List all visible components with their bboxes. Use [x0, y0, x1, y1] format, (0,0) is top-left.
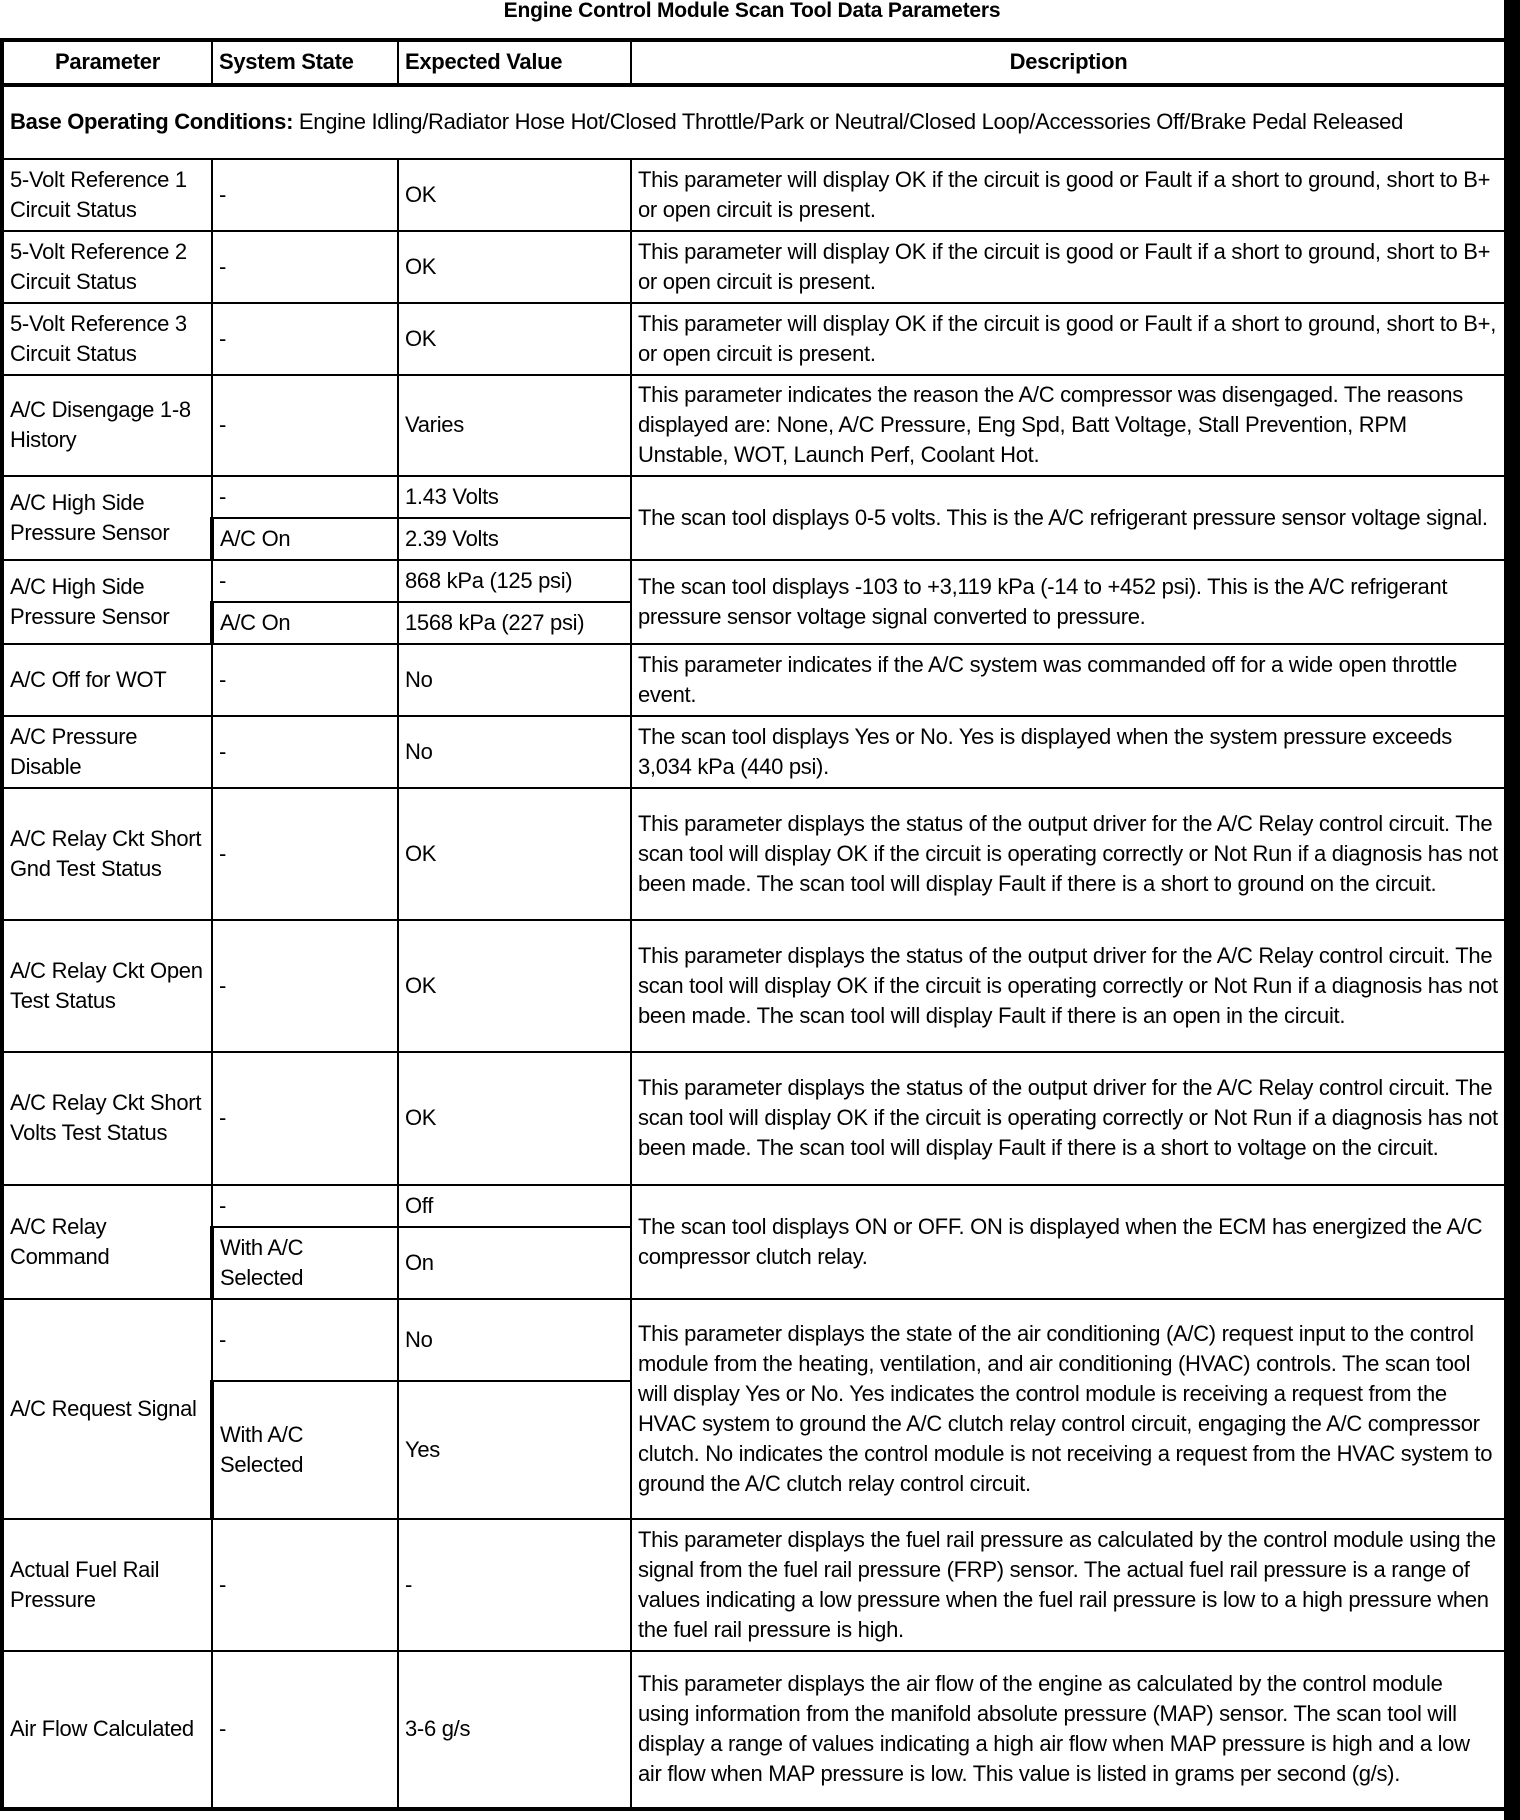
table-row	[2, 1052, 1506, 1185]
description-cell: This parameter will display OK if the circuit is good or Fault if a short to ground, short to B+, or open circuit is present.	[631, 303, 1506, 375]
table-row	[2, 560, 1506, 602]
column-header-expected-value: Expected Value	[398, 40, 631, 85]
expected-value-cell: 1.43 Volts	[398, 476, 631, 518]
description-cell: This parameter displays the fuel rail pressure as calculated by the control module using the signal from the fuel rail pressure (FRP) sensor. The actual fuel rail pressure is a range of values indicating a low pressure when the fuel rail pressure is low to a high pressure when the fuel rail pressure is high.	[631, 1519, 1506, 1651]
system-state-cell: -	[212, 560, 398, 602]
system-state-cell: -	[212, 1299, 398, 1381]
parameter-cell: A/C Relay Ckt Short Gnd Test Status	[2, 788, 212, 920]
expected-value-cell: Varies	[398, 375, 631, 476]
system-state-cell: -	[212, 716, 398, 788]
header-row	[2, 40, 1506, 85]
parameter-cell: 5-Volt Reference 2 Circuit Status	[2, 231, 212, 303]
description-cell: This parameter will display OK if the circuit is good or Fault if a short to ground, short to B+ or open circuit is present.	[631, 159, 1506, 231]
expected-value-cell: No	[398, 716, 631, 788]
table-row	[2, 716, 1506, 788]
parameter-cell: A/C High Side Pressure Sensor	[2, 560, 212, 644]
expected-value-cell: OK	[398, 231, 631, 303]
expected-value-cell: Off	[398, 1185, 631, 1227]
system-state-cell: -	[212, 375, 398, 476]
scan-tool-data-table	[0, 38, 1507, 1811]
system-state-cell: -	[212, 159, 398, 231]
system-state-cell: A/C On	[212, 602, 398, 644]
system-state-cell: -	[212, 1519, 398, 1651]
description-cell: This parameter indicates if the A/C system was commanded off for a wide open throttle event.	[631, 644, 1506, 716]
parameter-cell: A/C High Side Pressure Sensor	[2, 476, 212, 560]
base-conditions-label: Base Operating Conditions:	[10, 109, 294, 134]
description-cell: This parameter displays the air flow of the engine as calculated by the control module using information from the manifold absolute pressure (MAP) sensor. The scan tool will display a range of values indicating a high air flow when MAP pressure is high and a low air flow when MAP pressure is low. This value is listed in grams per second (g/s).	[631, 1651, 1506, 1809]
table-row	[2, 920, 1506, 1052]
expected-value-cell: No	[398, 1299, 631, 1381]
column-header-parameter: Parameter	[2, 40, 212, 85]
parameter-cell: A/C Relay Ckt Short Volts Test Status	[2, 1052, 212, 1185]
expected-value-cell: On	[398, 1227, 631, 1299]
expected-value-cell: OK	[398, 1052, 631, 1185]
description-cell: This parameter displays the status of the output driver for the A/C Relay control circuit. The scan tool will display OK if the circuit is operating correctly or Not Run if a diagnosis has not been made. The scan tool will display Fault if there is an open in the circuit.	[631, 920, 1506, 1052]
table-row	[2, 788, 1506, 920]
expected-value-cell: OK	[398, 920, 631, 1052]
system-state-cell: -	[212, 1052, 398, 1185]
parameter-cell: A/C Disengage 1-8 History	[2, 375, 212, 476]
parameter-cell: Actual Fuel Rail Pressure	[2, 1519, 212, 1651]
table-row	[2, 476, 1506, 518]
expected-value-cell: No	[398, 644, 631, 716]
expected-value-cell: 1568 kPa (227 psi)	[398, 602, 631, 644]
expected-value-cell: -	[398, 1519, 631, 1651]
system-state-cell: -	[212, 788, 398, 920]
system-state-cell: -	[212, 920, 398, 1052]
description-cell: This parameter indicates the reason the A/C compressor was disengaged. The reasons displayed are: None, A/C Pressure, Eng Spd, Batt Voltage, Stall Prevention, RPM Unstable, WOT, Launch Perf, Coolant Hot.	[631, 375, 1506, 476]
system-state-cell: -	[212, 303, 398, 375]
expected-value-cell: OK	[398, 788, 631, 920]
system-state-cell: -	[212, 1185, 398, 1227]
description-cell: This parameter displays the state of the air conditioning (A/C) request input to the control module from the heating, ventilation, and air conditioning (HVAC) controls. The scan tool will display Yes or No. Yes indicates the control module is receiving a request from the HVAC system to ground the A/C clutch relay control circuit, engaging the A/C compressor clutch. No indicates the control module is not receiving a request from the HVAC system to ground the A/C clutch relay control circuit.	[631, 1299, 1506, 1519]
table-row	[2, 1651, 1506, 1809]
parameter-cell: 5-Volt Reference 3 Circuit Status	[2, 303, 212, 375]
expected-value-cell: OK	[398, 159, 631, 231]
description-cell: This parameter displays the status of the output driver for the A/C Relay control circuit. The scan tool will display OK if the circuit is operating correctly or Not Run if a diagnosis has not been made. The scan tool will display Fault if there is a short to ground on the circuit.	[631, 788, 1506, 920]
parameter-cell: A/C Off for WOT	[2, 644, 212, 716]
description-cell: The scan tool displays -103 to +3,119 kPa (-14 to +452 psi). This is the A/C refrigerant pressure sensor voltage signal converted to pressure.	[631, 560, 1506, 644]
description-cell: This parameter displays the status of the output driver for the A/C Relay control circuit. The scan tool will display OK if the circuit is operating correctly or Not Run if a diagnosis has not been made. The scan tool will display Fault if there is a short to voltage on the circuit.	[631, 1052, 1506, 1185]
system-state-cell: With A/C Selected	[212, 1381, 398, 1519]
table-row	[2, 644, 1506, 716]
parameter-cell: A/C Pressure Disable	[2, 716, 212, 788]
parameter-cell: 5-Volt Reference 1 Circuit Status	[2, 159, 212, 231]
system-state-cell: -	[212, 476, 398, 518]
parameter-cell: A/C Relay Command	[2, 1185, 212, 1299]
table-row	[2, 375, 1506, 476]
page-edge-bar	[1504, 0, 1520, 1820]
parameter-cell: A/C Request Signal	[2, 1299, 212, 1519]
system-state-cell: -	[212, 644, 398, 716]
description-cell: This parameter will display OK if the circuit is good or Fault if a short to ground, short to B+ or open circuit is present.	[631, 231, 1506, 303]
table-row	[2, 303, 1506, 375]
base-conditions	[2, 85, 1506, 159]
table-row	[2, 1299, 1506, 1381]
expected-value-cell: 2.39 Volts	[398, 518, 631, 560]
table-row	[2, 1185, 1506, 1227]
system-state-cell: -	[212, 231, 398, 303]
expected-value-cell: Yes	[398, 1381, 631, 1519]
table-row	[2, 159, 1506, 231]
base-conditions-text: Engine Idling/Radiator Hose Hot/Closed Throttle/Park or Neutral/Closed Loop/Accessories Off/Brake Pedal Released	[293, 109, 1404, 134]
expected-value-cell: 868 kPa (125 psi)	[398, 560, 631, 602]
column-header-description: Description	[631, 40, 1506, 85]
system-state-cell: -	[212, 1651, 398, 1809]
system-state-cell: A/C On	[212, 518, 398, 560]
parameter-cell: A/C Relay Ckt Open Test Status	[2, 920, 212, 1052]
description-cell: The scan tool displays 0-5 volts. This is the A/C refrigerant pressure sensor voltage signal.	[631, 476, 1506, 560]
description-cell: The scan tool displays ON or OFF. ON is displayed when the ECM has energized the A/C compressor clutch relay.	[631, 1185, 1506, 1299]
table-row	[2, 231, 1506, 303]
expected-value-cell: 3-6 g/s	[398, 1651, 631, 1809]
system-state-cell: With A/C Selected	[212, 1227, 398, 1299]
description-cell: The scan tool displays Yes or No. Yes is displayed when the system pressure exceeds 3,034 kPa (440 psi).	[631, 716, 1506, 788]
column-header-system-state: System State	[212, 40, 398, 85]
base-conditions-row	[2, 85, 1506, 159]
parameter-cell: Air Flow Calculated	[2, 1651, 212, 1809]
table-title: Engine Control Module Scan Tool Data Parameters	[503, 0, 1001, 22]
table-row	[2, 1519, 1506, 1651]
expected-value-cell: OK	[398, 303, 631, 375]
